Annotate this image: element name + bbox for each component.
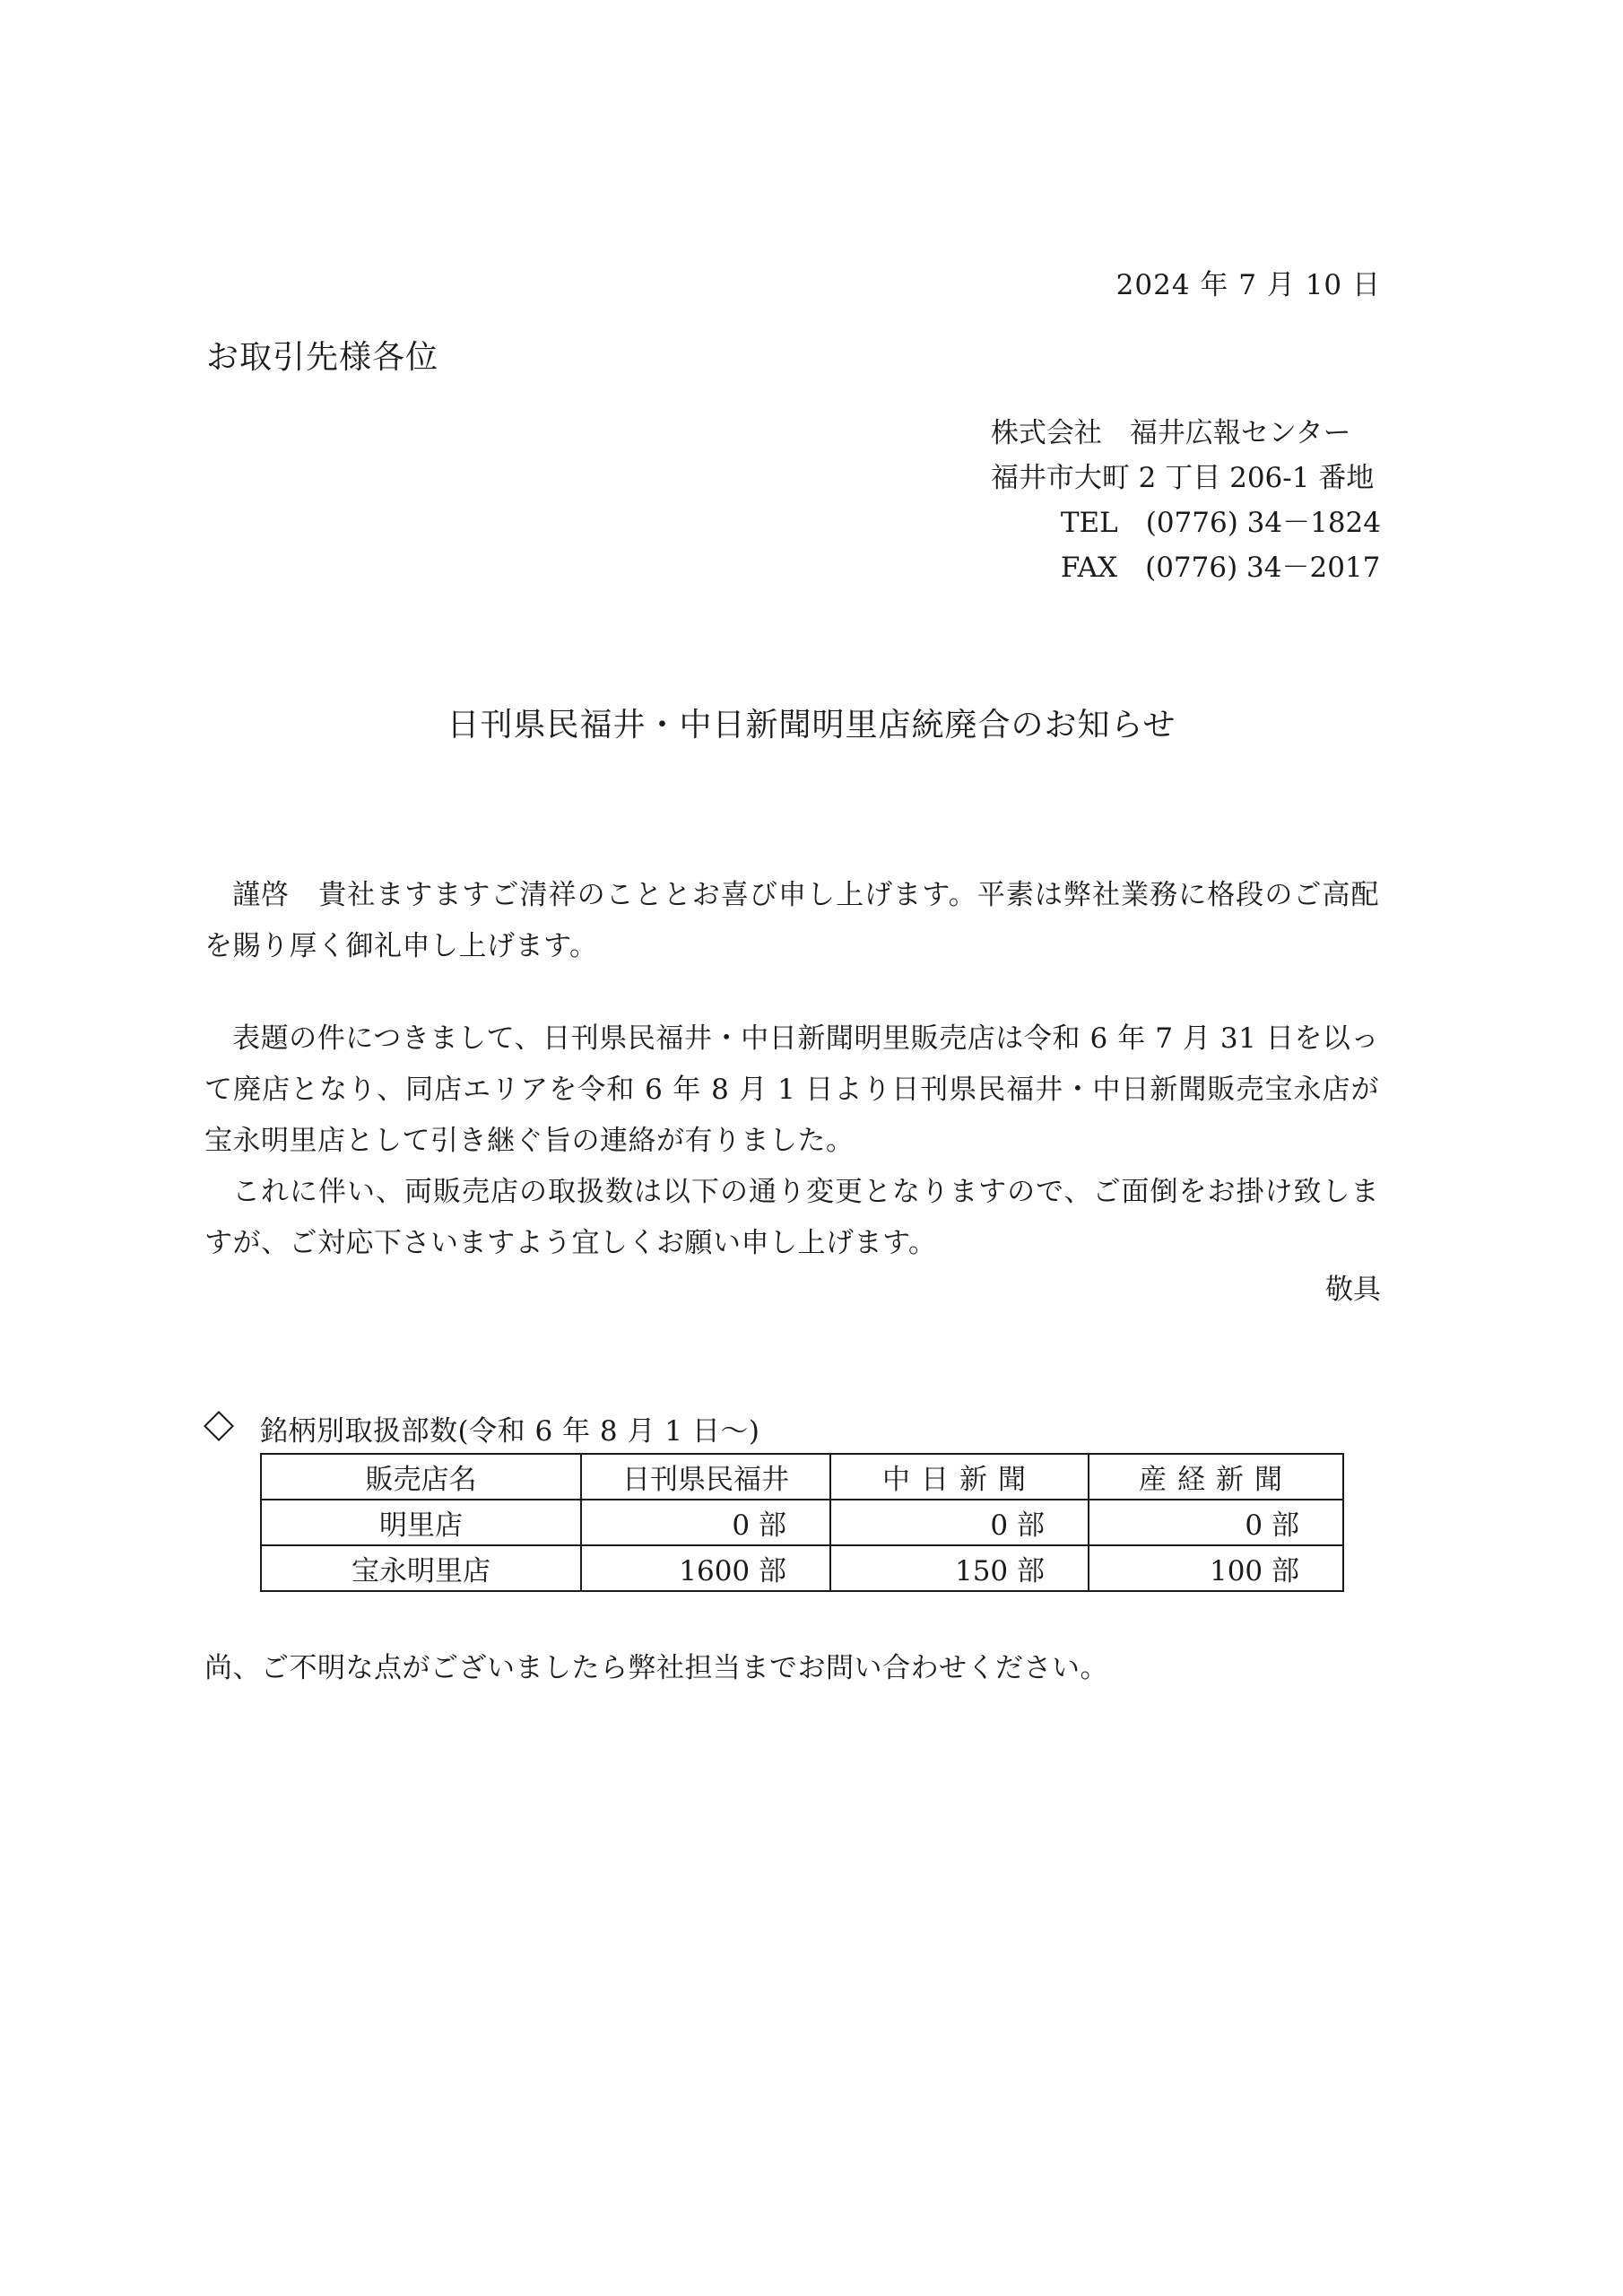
greeting-text: 謹啓 貴社ますますご清祥のこととお喜び申し上げます。平素は弊社業務に格段のご高配を賜り厚く御礼申し上げます。 bbox=[204, 879, 1380, 962]
count-cell: 100 部 bbox=[1089, 1545, 1343, 1591]
closing-phrase: 敬具 bbox=[1325, 1274, 1381, 1306]
sender-address: 福井市大町 2 丁目 206-1 番地 bbox=[990, 462, 1375, 494]
distribution-table bbox=[260, 1453, 1344, 1592]
letter-title: 日刊県民福井・中日新聞明里店統廃合のお知らせ bbox=[447, 707, 1176, 744]
diamond-icon bbox=[204, 1411, 234, 1441]
greeting-paragraph bbox=[204, 870, 1379, 972]
header-kenmin-fukui: 日刊県民福井 bbox=[581, 1454, 830, 1500]
sender-block bbox=[991, 411, 1381, 590]
sender-company: 株式会社 福井広報センター bbox=[990, 417, 1351, 449]
store-name-cell: 宝永明里店 bbox=[261, 1545, 581, 1591]
section-heading bbox=[203, 1408, 759, 1448]
footer-note: 尚、ご不明な点がございましたら弊社担当までお問い合わせください。 bbox=[204, 1652, 1108, 1684]
sender-tel: TEL (0776) 34－1824 bbox=[1060, 507, 1381, 539]
count-cell: 0 部 bbox=[581, 1500, 830, 1545]
header-chunichi: 中日新聞 bbox=[830, 1454, 1089, 1500]
count-cell: 0 部 bbox=[1089, 1500, 1343, 1545]
table-row bbox=[261, 1545, 1343, 1591]
sender-fax: FAX (0776) 34－2017 bbox=[1060, 552, 1381, 584]
count-cell: 150 部 bbox=[830, 1545, 1089, 1591]
count-cell: 0 部 bbox=[830, 1500, 1089, 1545]
table-header-row bbox=[261, 1454, 1343, 1500]
main-body bbox=[204, 1013, 1379, 1269]
count-cell: 1600 部 bbox=[581, 1545, 830, 1591]
store-name-cell: 明里店 bbox=[261, 1500, 581, 1545]
header-store-name: 販売店名 bbox=[261, 1454, 581, 1500]
body-paragraph-1: 表題の件につきまして、日刊県民福井・中日新聞明里販売店は令和 6 年 7 月 31 日を以って廃店となり、同店エリアを令和 6 年 8 月 1 日より日刊県民福井・中日新聞販売宝永店が宝永明里店として引き継ぐ旨の連絡が有りました。 bbox=[204, 1022, 1379, 1157]
body-paragraph-2: これに伴い、両販売店の取扱数は以下の通り変更となりますので、ご面倒をお掛け致しますが、ご対応下さいますよう宜しくお願い申し上げます。 bbox=[204, 1176, 1379, 1259]
header-sankei: 産経新聞 bbox=[1089, 1454, 1343, 1500]
section-heading-text: 銘柄別取扱部数(令和 6 年 8 月 1 日～) bbox=[260, 1415, 760, 1448]
letter-date: 2024 年 7 月 10 日 bbox=[1115, 269, 1381, 301]
recipient: お取引先様各位 bbox=[206, 339, 439, 376]
table-row bbox=[261, 1500, 1343, 1545]
